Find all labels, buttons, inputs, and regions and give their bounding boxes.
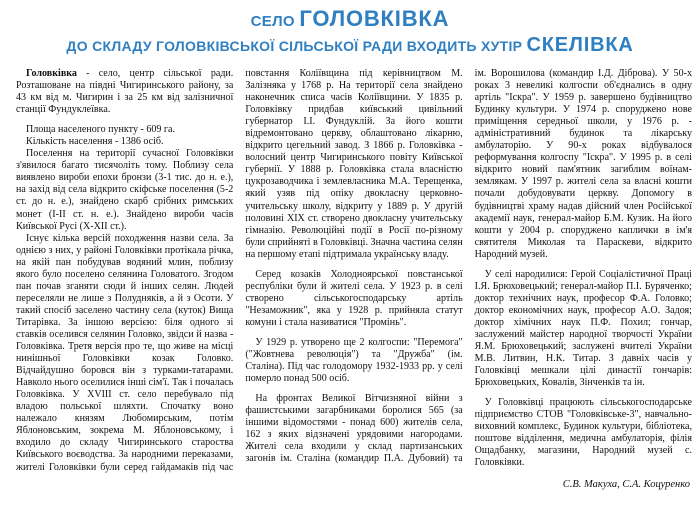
history-paragraph-5: На фронтах Великої Вітчизняної війни з фашистськими загарбниками боролися 565 (за іншими відомостями - понад 600) жителів села, 162 з яких відзначені урядовими нагородами. Жителі села входили у склад партизанських загонів ім. Сталіна (командир П.А. Дубовий) та ім. Ворошилова (командир І.Д. Діброва). У 50-х роках 3 невеликі колгоспи об'єднались в одну артіль "Іскра". У 1959 р. завершено будівництво Будинку культури. У 1974 р. споруджено нове приміщення середньої школи, у 1976 р. - адміністративний будинок та лікарську амбулаторію. У 90-х роках відбувалося реформування колгоспу "Іскра". У 1995 р. в селі відкрито новий пам'ятник загиблим воїнам-землякам. У 1997 р. жителі села за власні кошти почали добудовувати церкву. Допомогу в будівництві храму надав дійсний член Російської академії наук, генерал-майор Б.М. Кузик. На його кошти у 2004 р. споруджено каплички в ім'я святителя Миколая та Параскеви, відкрито Народний музей.: [245, 68, 692, 465]
notable-people-paragraph: У селі народилися: Герой Соціалістичної Праці І.Я. Брюховецький; генерал-майор П.І. Буряченко; доктор технічних наук, професор Ф.А. Головко; доктор економічних наук, професор А.О. Задоя; доктор хімічних наук П.Ф. Похил; гончар, заслужений майстер народної творчості України Я.М. Брюховецький; заслужені вчителі України М.В. Литвин, Н.К. Титар. З давніх часів у Головківці мешкали цілі династії гончарів: Брюховецьких, Ковалів, Зінченків та ін.: [474, 268, 692, 389]
page-subtitle: [0, 34, 700, 57]
history-paragraph-2: Існує кілька версій походження назви села. За однією з них, у районі Головківки протікала річка, на якій пан побудував водяний млин, поблизу якого було поселено селянина Головатого. Згодом пан почав зганяти сюди й інших селян. Людей переселяли не лише з Полудняків, а й з Осоти. У такий спосіб заселено частину села (куток) Вища Титарівка. За іншою версією: біля одного зі ставків оселився селянин Головко, звідси й назва - Головківка. Третя версія про те, що живе на місці нинішньої Головківки козак Головко. Відчайдушно боровся він з турками-татарами. Навколо нього оселилися інші сім'ї. Так і почалась Головківка. У XVIII ст. село перебувало під владою польської шляхти. Спочатку воно належало князям Любомирським, потім Яблоновським, зокрема М. Яблоновському, і входило до складу Чигиринського староства Київського воєводства. За народними переказами, жителі Головківки були серед гайдамаків під час повстання Коліївщина під керівництвом М. Залізняка у 1768 р. На території села знайдено наконечник списа часів Коліївщини. У 1835 р. Головківку придбав київський цивільний губернатор І.І. Фундуклій. За його кошти відремонтовано церкву, облаштовано лікарню, відкрито цегельний завод. З 1866 р. Головківка - волосний центр Чигиринського повіту Київської губернії. У 1888 р. Головківка стала власністю цукрозаводчика і землевласника М.А. Терещенка, який узяв під опіку двокласну церковно-учительську школу, відкриту у 1889 р. У другій половині XIX ст. створено двокласну учительську гімназію. Революційні події в Росії по-різному були сприйняті в Головківці. Значна частина селян на першому етапі підтримала українську владу.: [16, 68, 463, 473]
page-title: [0, 6, 700, 31]
article-authors: С.В. Макуха, С.А. Коцуренко: [562, 479, 690, 490]
population-paragraph: Кількість населення - 1386 осіб.: [26, 136, 164, 148]
history-paragraph-4: У 1929 р. утворено ще 2 колгоспи: "Перемога" ("Жовтнева революція") та "Дружба" (ім. Сталіна). Під час голодомору 1932-1933 рр. у селі померло понад 500 осіб.: [245, 336, 463, 385]
village-name-title: ГОЛОВКІВКА: [299, 6, 450, 31]
article-body: [16, 68, 692, 474]
history-paragraph-3: Серед козаків Холодноярської повстанської республіки були й жителі села. У 1923 р. в селі створено сільськогосподарську артіль "Незаможник", яка у 1928 р. прийняла статут комуни і стала називатися "Промінь".: [245, 268, 463, 328]
intro-paragraph: [16, 68, 233, 116]
intro-village-name: Головківка: [26, 68, 77, 79]
hamlet-name-title: СКЕЛІВКА: [526, 34, 634, 56]
area-paragraph: Площа населеного пункту - 609 га.: [26, 124, 176, 136]
title-prefix: СЕЛО: [250, 13, 300, 30]
history-paragraph-1: Поселення на території сучасної Головківки з'явилося багато тисячоліть тому. Поблизу села виявлено вироби епохи бронзи (3-1 тис. до н. е.), на захід від села відкрито скіфське поселення (5-2 ст. до н. е.), знайдено скарб срібних римських монет (I-II ст. н. е.). Знайдено вироби часів Київської Русі (X-XII ст.).: [16, 148, 234, 232]
subtitle-text: ДО СКЛАДУ ГОЛОВКІВСЬКОЇ СІЛЬСЬКОЇ РАДИ ВХОДИТЬ ХУТІР: [66, 38, 527, 54]
intro-text: - село, центр сільської ради. Розташоване на півдні Чигиринського району, за 43 км від м. Чигирин і за 25 км від залізничної станції Фундуклеївка.: [16, 68, 234, 116]
present-day-paragraph: У Головківці працюють сільськогосподарське підприємство СТОВ "Головківське-3", навчально-виховний комплекс, Будинок культури, бібліотека, поштове відділення, медична амбулаторія, філія Ощадбанку, магазини, Народний музей с. Головківки.: [474, 397, 692, 469]
